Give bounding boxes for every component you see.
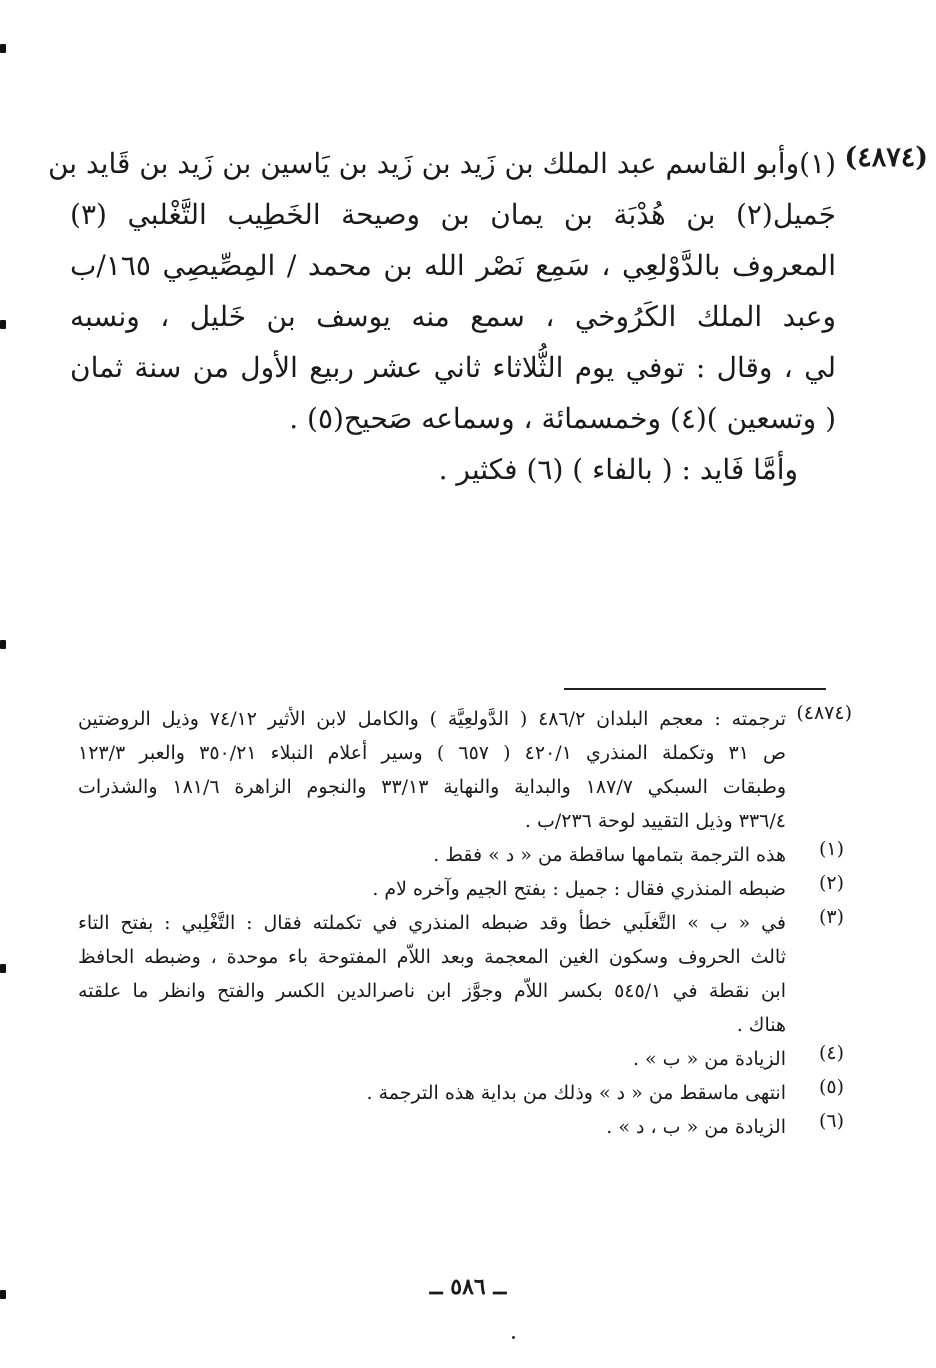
- footnote-line: في « ب » التَّغلَبي خطأ وقد ضبطه المنذري في تكملته فقال : التَّغْلِبي : بفتح التاء: [78, 912, 786, 934]
- footnote-item: [78, 1110, 844, 1144]
- footnotes: [78, 702, 852, 1144]
- margin-mark: [0, 640, 6, 649]
- footnote-line: ٣٣٦/٤ وذيل التقييد لوحة ٢٣٦/ب .: [524, 810, 786, 832]
- footnote-number: (٤): [818, 1042, 844, 1064]
- footnote-item: [78, 1042, 844, 1076]
- margin-mark: [0, 964, 6, 973]
- footnote-line: هناك .: [736, 1014, 786, 1036]
- entry-closing-line: وأمَّا فَايد : ( بالفاء ) (٦) فكثير .: [438, 453, 798, 486]
- entry-line: وعبد الملك الكَرُوخي ، سمع منه يوسف بن خَليل ، ونسبه: [70, 300, 837, 333]
- footnote-number: (٦): [818, 1110, 844, 1132]
- footnote-sources: [78, 702, 852, 838]
- footnote-number: (١): [818, 838, 844, 860]
- footnote-item: [78, 872, 844, 906]
- footnote-line: انتهى ماسقط من « د » وذلك من بداية هذه الترجمة .: [366, 1082, 786, 1104]
- entry-number: (٤٨٧٤): [844, 142, 928, 173]
- footnote-line: الزيادة من « ب ، د » .: [606, 1116, 786, 1138]
- footnote-line: هذه الترجمة بتمامها ساقطة من « د » فقط .: [433, 844, 786, 866]
- margin-mark: [0, 44, 6, 53]
- footnote-line: ص ٣١ وتكملة المنذري ٤٢٠/١ ( ٦٥٧ ) وسير أعلام النبلاء ٣٥٠/٢١ والعبر ١٢٣/٣: [78, 742, 786, 764]
- footnote-separator: [564, 688, 826, 690]
- footnote-line: ابن نقطة في ٥٤٥/١ بكسر اللاّم وجوَّز ابن ناصرالدين الكسر والفتح وانظر ما علقته: [78, 980, 786, 1002]
- footnote-line: ثالث الحروف وسكون الغين المعجمة وبعد اللاّم المفتوحة باء موحدة ، وضبطه الحافظ: [78, 946, 786, 968]
- footnote-number: (٣): [818, 906, 844, 928]
- footnote-number: (٤٨٧٤): [796, 702, 852, 724]
- footnote-line: ترجمته : معجم البلدان ٤٨٦/٢ ( الدَّولعِيَّة ) والكامل لابن الأثير ٧٤/١٢ وذيل الروضتين: [78, 708, 786, 730]
- footnote-item: [78, 1076, 844, 1110]
- margin-mark: [0, 320, 6, 329]
- footnote-line: الزيادة من « ب » .: [632, 1048, 786, 1070]
- footnote-item: [78, 906, 844, 1042]
- footnote-item: [78, 838, 844, 872]
- entry-line: جَميل(٢) بن هُدْبَة بن يمان بن وصيحة الخَطِيب التَّغْلبي (٣): [70, 198, 836, 231]
- scan-speck: [512, 1336, 515, 1339]
- entry-line: لي ، وقال : توفي يوم الثُّلاثاء ثاني عشر ربيع الأول من سنة ثمان: [70, 351, 836, 384]
- footnote-line: وطبقات السبكي ١٨٧/٧ والبداية والنهاية ٣٣/١٣ والنجوم الزاهرة ١٨١/٦ والشذرات: [78, 776, 787, 798]
- footnote-line: ضبطه المنذري فقال : جميل : بفتح الجيم وآخره لام .: [372, 878, 786, 900]
- entry-line: (١)وأبو القاسم عبد الملك بن زَيد بن زَيد بن يَاسين بن زَيد بن قَايد بن: [47, 147, 836, 180]
- entry-line: المعروف بالدَّوْلعِي ، سَمِع نَصْر الله بن محمد / المِصِّيصِي ١٦٥/ب: [70, 249, 836, 282]
- footnote-number: (٢): [818, 872, 844, 894]
- biography-entry: [47, 138, 928, 495]
- page-number: ــ ٥٨٦ ــ: [429, 1274, 507, 1300]
- entry-line: ( وتسعين )(٤) وخمسمائة ، وسماعه صَحيح(٥) .: [289, 402, 836, 435]
- footnote-number: (٥): [818, 1076, 844, 1098]
